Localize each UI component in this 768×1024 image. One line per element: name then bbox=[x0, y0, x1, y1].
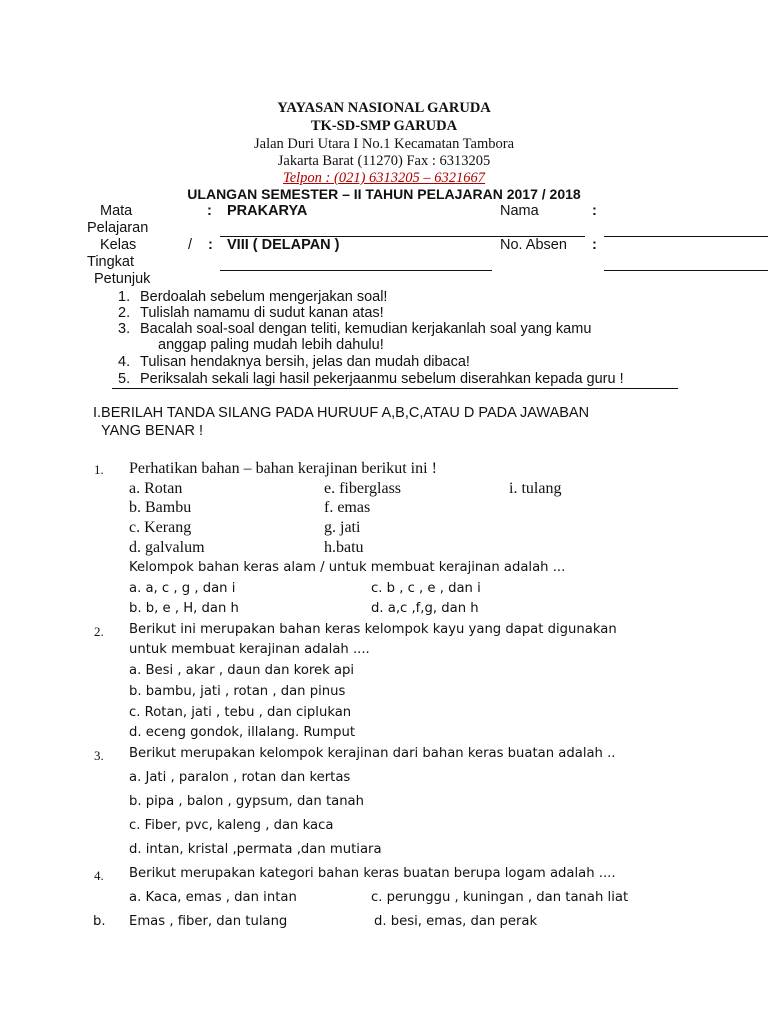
exam-title: ULANGAN SEMESTER – II TAHUN PELAJARAN 2017 / 2018 bbox=[187, 186, 581, 202]
q1-material: e. fiberglass bbox=[324, 480, 402, 497]
q2-stem-cont: untuk membuat kerajinan adalah .... bbox=[129, 642, 370, 657]
q1-material: a. Rotan bbox=[129, 480, 183, 497]
instruction-3: Bacalah soal-soal dengan teliti, kemudian kerjakanlah soal yang kamu bbox=[140, 321, 592, 337]
instruction-4: Tulisan hendaknya bersih, jelas dan mudah dibaca! bbox=[140, 354, 470, 370]
q4-stem: Berikut merupakan kategori bahan keras buatan berupa logam adalah .... bbox=[129, 866, 616, 881]
q4-option-b[interactable]: Emas , fiber, dan tulang bbox=[129, 914, 288, 929]
q1-option-b[interactable]: b. b, e , H, dan h bbox=[129, 601, 239, 616]
q1-stem: Perhatikan bahan – bahan kerajinan berikut ini ! bbox=[129, 460, 437, 477]
absen-label: No. Absen bbox=[500, 237, 567, 253]
q4-option-c[interactable]: c. perunggu , kuningan , dan tanah liat bbox=[371, 890, 629, 905]
q2-stem: Berikut ini merupakan bahan keras kelompok kayu yang dapat digunakan bbox=[129, 622, 617, 637]
instruction-2-num: 2. bbox=[118, 305, 131, 321]
name-label: Nama bbox=[500, 203, 539, 219]
phone-line: Telpon : (021) 6313205 – 6321667 bbox=[282, 170, 486, 186]
instruction-3-cont: anggap paling mudah lebih dahulu! bbox=[158, 337, 384, 353]
instructions-title: Petunjuk bbox=[94, 271, 151, 287]
section-title: I.BERILAH TANDA SILANG PADA HURUUF A,B,C,ATAU D PADA JAWABAN bbox=[93, 405, 590, 421]
class-label: Kelas bbox=[100, 237, 137, 253]
q4-option-a[interactable]: a. Kaca, emas , dan intan bbox=[129, 890, 297, 905]
q1-material: f. emas bbox=[324, 499, 371, 516]
subject-value: PRAKARYA bbox=[227, 203, 308, 219]
q3-option-a[interactable]: a. Jati , paralon , rotan dan kertas bbox=[129, 770, 351, 785]
absen-field[interactable] bbox=[604, 270, 768, 271]
class-value: VIII ( DELAPAN ) bbox=[227, 237, 340, 253]
q1-question: Kelompok bahan keras alam / untuk membuat kerajinan adalah ... bbox=[129, 560, 566, 575]
q1-material: b. Bambu bbox=[129, 499, 192, 516]
instruction-4-num: 4. bbox=[118, 354, 131, 370]
instruction-5: Periksalah sekali lagi hasil pekerjaanmu sebelum diserahkan kepada guru ! bbox=[140, 371, 624, 387]
subject-label-line2: Pelajaran bbox=[87, 220, 149, 236]
q1-number: 1. bbox=[94, 462, 104, 477]
q3-stem: Berikut merupakan kelompok kerajinan dari bahan keras buatan adalah .. bbox=[129, 746, 616, 761]
instructions-divider bbox=[112, 388, 678, 389]
q4-number: 4. bbox=[94, 868, 104, 883]
subject-colon: : bbox=[207, 203, 212, 219]
q2-option-c[interactable]: c. Rotan, jati , tebu , dan ciplukan bbox=[129, 705, 352, 720]
instruction-5-num: 5. bbox=[118, 371, 131, 387]
class-slash: / bbox=[188, 237, 193, 253]
q1-option-c[interactable]: c. b , c , e , dan i bbox=[371, 581, 481, 596]
q3-option-c[interactable]: c. Fiber, pvc, kaleng , dan kaca bbox=[129, 818, 334, 833]
q1-option-d[interactable]: d. a,c ,f,g, dan h bbox=[371, 601, 479, 616]
class-level-label: Tingkat bbox=[87, 254, 135, 270]
school-name: TK-SD-SMP GARUDA bbox=[310, 118, 458, 134]
name-field[interactable] bbox=[604, 236, 768, 237]
section-title-cont: YANG BENAR ! bbox=[101, 423, 204, 439]
address-line-1: Jalan Duri Utara I No.1 Kecamatan Tambora bbox=[253, 136, 515, 152]
q3-number: 3. bbox=[94, 748, 104, 763]
q1-material: i. tulang bbox=[509, 480, 562, 497]
instruction-1: Berdoalah sebelum mengerjakan soal! bbox=[140, 289, 388, 305]
name-colon: : bbox=[592, 203, 597, 219]
class-colon: : bbox=[208, 237, 213, 253]
q2-option-b[interactable]: b. bambu, jati , rotan , dan pinus bbox=[129, 684, 346, 699]
q2-number: 2. bbox=[94, 624, 104, 639]
q2-option-d[interactable]: d. eceng gondok, illalang. Rumput bbox=[129, 725, 356, 740]
subject-label-line1: Mata bbox=[100, 203, 133, 219]
q1-material: h.batu bbox=[324, 539, 364, 556]
instruction-2: Tulislah namamu di sudut kanan atas! bbox=[140, 305, 384, 321]
q1-material: c. Kerang bbox=[129, 519, 192, 536]
q1-option-a[interactable]: a. a, c , g , dan i bbox=[129, 581, 236, 596]
q1-material: d. galvalum bbox=[129, 539, 205, 556]
foundation-name: YAYASAN NASIONAL GARUDA bbox=[277, 100, 491, 116]
q3-option-d[interactable]: d. intan, kristal ,permata ,dan mutiara bbox=[129, 842, 382, 857]
instruction-3-num: 3. bbox=[118, 321, 131, 337]
class-underline bbox=[220, 270, 492, 271]
absen-colon: : bbox=[592, 237, 597, 253]
q3-option-b[interactable]: b. pipa , balon , gypsum, dan tanah bbox=[129, 794, 364, 809]
instruction-1-num: 1. bbox=[118, 289, 131, 305]
q2-option-a[interactable]: a. Besi , akar , daun dan korek api bbox=[129, 663, 355, 678]
q1-material: g. jati bbox=[324, 519, 361, 536]
q4-option-b-label: b. bbox=[93, 914, 106, 929]
address-line-2: Jakarta Barat (11270) Fax : 6313205 bbox=[277, 153, 491, 169]
q4-option-d[interactable]: d. besi, emas, dan perak bbox=[374, 914, 538, 929]
